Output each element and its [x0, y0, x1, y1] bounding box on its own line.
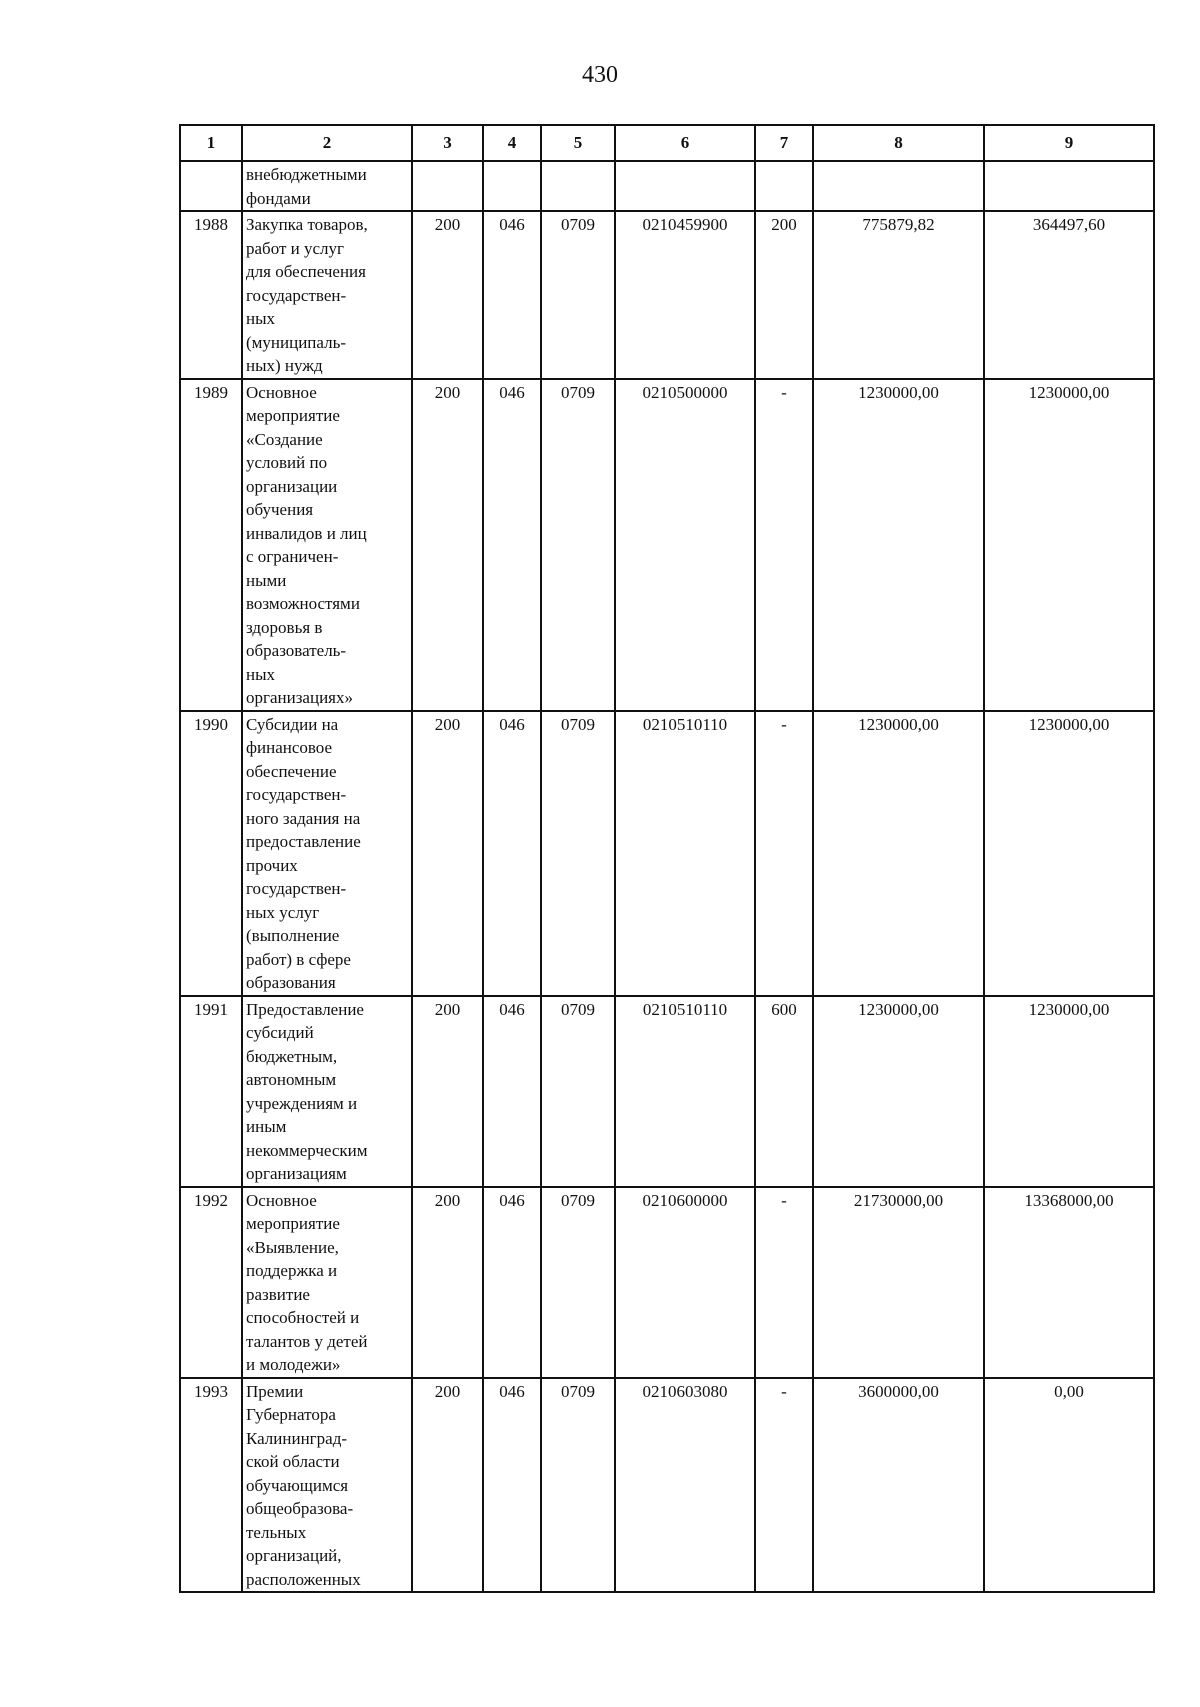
table-row — [180, 711, 1154, 996]
column-header: 5 — [541, 125, 615, 161]
code-cell: 046 — [483, 996, 541, 1187]
table-row — [180, 161, 1154, 211]
table-row — [180, 996, 1154, 1187]
code-cell: - — [755, 1378, 813, 1593]
code-cell: 0210603080 — [615, 1378, 755, 1593]
table-row — [180, 379, 1154, 711]
table-row — [180, 1378, 1154, 1593]
column-header: 1 — [180, 125, 242, 161]
code-cell: 0709 — [541, 211, 615, 379]
budget-table — [179, 124, 1155, 1593]
code-cell: 200 — [412, 996, 483, 1187]
column-header: 3 — [412, 125, 483, 161]
row-name-cell: Основное мероприятие «Выявление, поддержка и развитие способностей и талантов у детей и молодежи» — [242, 1187, 412, 1378]
row-number-cell: 1991 — [180, 996, 242, 1187]
row-number-cell: 1988 — [180, 211, 242, 379]
row-number-cell: 1989 — [180, 379, 242, 711]
amount-cell: 3600000,00 — [813, 1378, 984, 1593]
column-header: 8 — [813, 125, 984, 161]
row-number-cell: 1990 — [180, 711, 242, 996]
code-cell: 0709 — [541, 996, 615, 1187]
code-cell: 0709 — [541, 379, 615, 711]
amount-cell: 1230000,00 — [984, 996, 1154, 1187]
code-cell: 0210500000 — [615, 379, 755, 711]
amount-cell: 0,00 — [984, 1378, 1154, 1593]
code-cell: 0210510110 — [615, 711, 755, 996]
column-header: 2 — [242, 125, 412, 161]
row-name-cell: Премии Губернатора Калининград- ской области обучающимся общеобразова- тельных организаций, расположенных — [242, 1378, 412, 1593]
amount-cell: 13368000,00 — [984, 1187, 1154, 1378]
amount-cell: 775879,82 — [813, 211, 984, 379]
code-cell: 0709 — [541, 711, 615, 996]
amount-cell: 1230000,00 — [984, 379, 1154, 711]
code-cell: 200 — [755, 211, 813, 379]
code-cell — [483, 161, 541, 211]
row-name-cell: Основное мероприятие «Создание условий по организации обучения инвалидов и лиц с ограничен- ными возможностями здоровья в образователь- ных организациях» — [242, 379, 412, 711]
amount-cell — [813, 161, 984, 211]
amount-cell: 21730000,00 — [813, 1187, 984, 1378]
code-cell — [412, 161, 483, 211]
amount-cell: 1230000,00 — [813, 711, 984, 996]
code-cell: 046 — [483, 1187, 541, 1378]
table-row — [180, 211, 1154, 379]
code-cell: 200 — [412, 211, 483, 379]
row-name-cell: внебюджетными фондами — [242, 161, 412, 211]
amount-cell: 1230000,00 — [984, 711, 1154, 996]
row-number-cell: 1992 — [180, 1187, 242, 1378]
code-cell: 200 — [412, 1187, 483, 1378]
amount-cell — [984, 161, 1154, 211]
row-number-cell: 1993 — [180, 1378, 242, 1593]
column-header: 7 — [755, 125, 813, 161]
row-number-cell — [180, 161, 242, 211]
column-header: 4 — [483, 125, 541, 161]
code-cell — [541, 161, 615, 211]
code-cell: 0210510110 — [615, 996, 755, 1187]
code-cell: 0709 — [541, 1378, 615, 1593]
row-name-cell: Предоставление субсидий бюджетным, автономным учреждениям и иным некоммерческим организациям — [242, 996, 412, 1187]
amount-cell: 1230000,00 — [813, 996, 984, 1187]
header-row — [180, 125, 1154, 161]
amount-cell: 1230000,00 — [813, 379, 984, 711]
table-body — [180, 161, 1154, 1592]
code-cell: 200 — [412, 379, 483, 711]
row-name-cell: Закупка товаров, работ и услуг для обеспечения государствен- ных (муниципаль- ных) нужд — [242, 211, 412, 379]
code-cell: 0709 — [541, 1187, 615, 1378]
code-cell: 046 — [483, 711, 541, 996]
column-header: 6 — [615, 125, 755, 161]
code-cell: - — [755, 711, 813, 996]
code-cell: - — [755, 379, 813, 711]
code-cell: 200 — [412, 711, 483, 996]
row-name-cell: Субсидии на финансовое обеспечение государствен- ного задания на предоставление прочих государствен- ных услуг (выполнение работ) в сфере образования — [242, 711, 412, 996]
code-cell: 0210600000 — [615, 1187, 755, 1378]
code-cell: - — [755, 1187, 813, 1378]
amount-cell: 364497,60 — [984, 211, 1154, 379]
code-cell: 046 — [483, 211, 541, 379]
code-cell: 046 — [483, 1378, 541, 1593]
code-cell — [755, 161, 813, 211]
code-cell: 0210459900 — [615, 211, 755, 379]
table-row — [180, 1187, 1154, 1378]
code-cell — [615, 161, 755, 211]
code-cell: 046 — [483, 379, 541, 711]
code-cell: 200 — [412, 1378, 483, 1593]
code-cell: 600 — [755, 996, 813, 1187]
page-number: 430 — [582, 62, 618, 88]
column-header: 9 — [984, 125, 1154, 161]
